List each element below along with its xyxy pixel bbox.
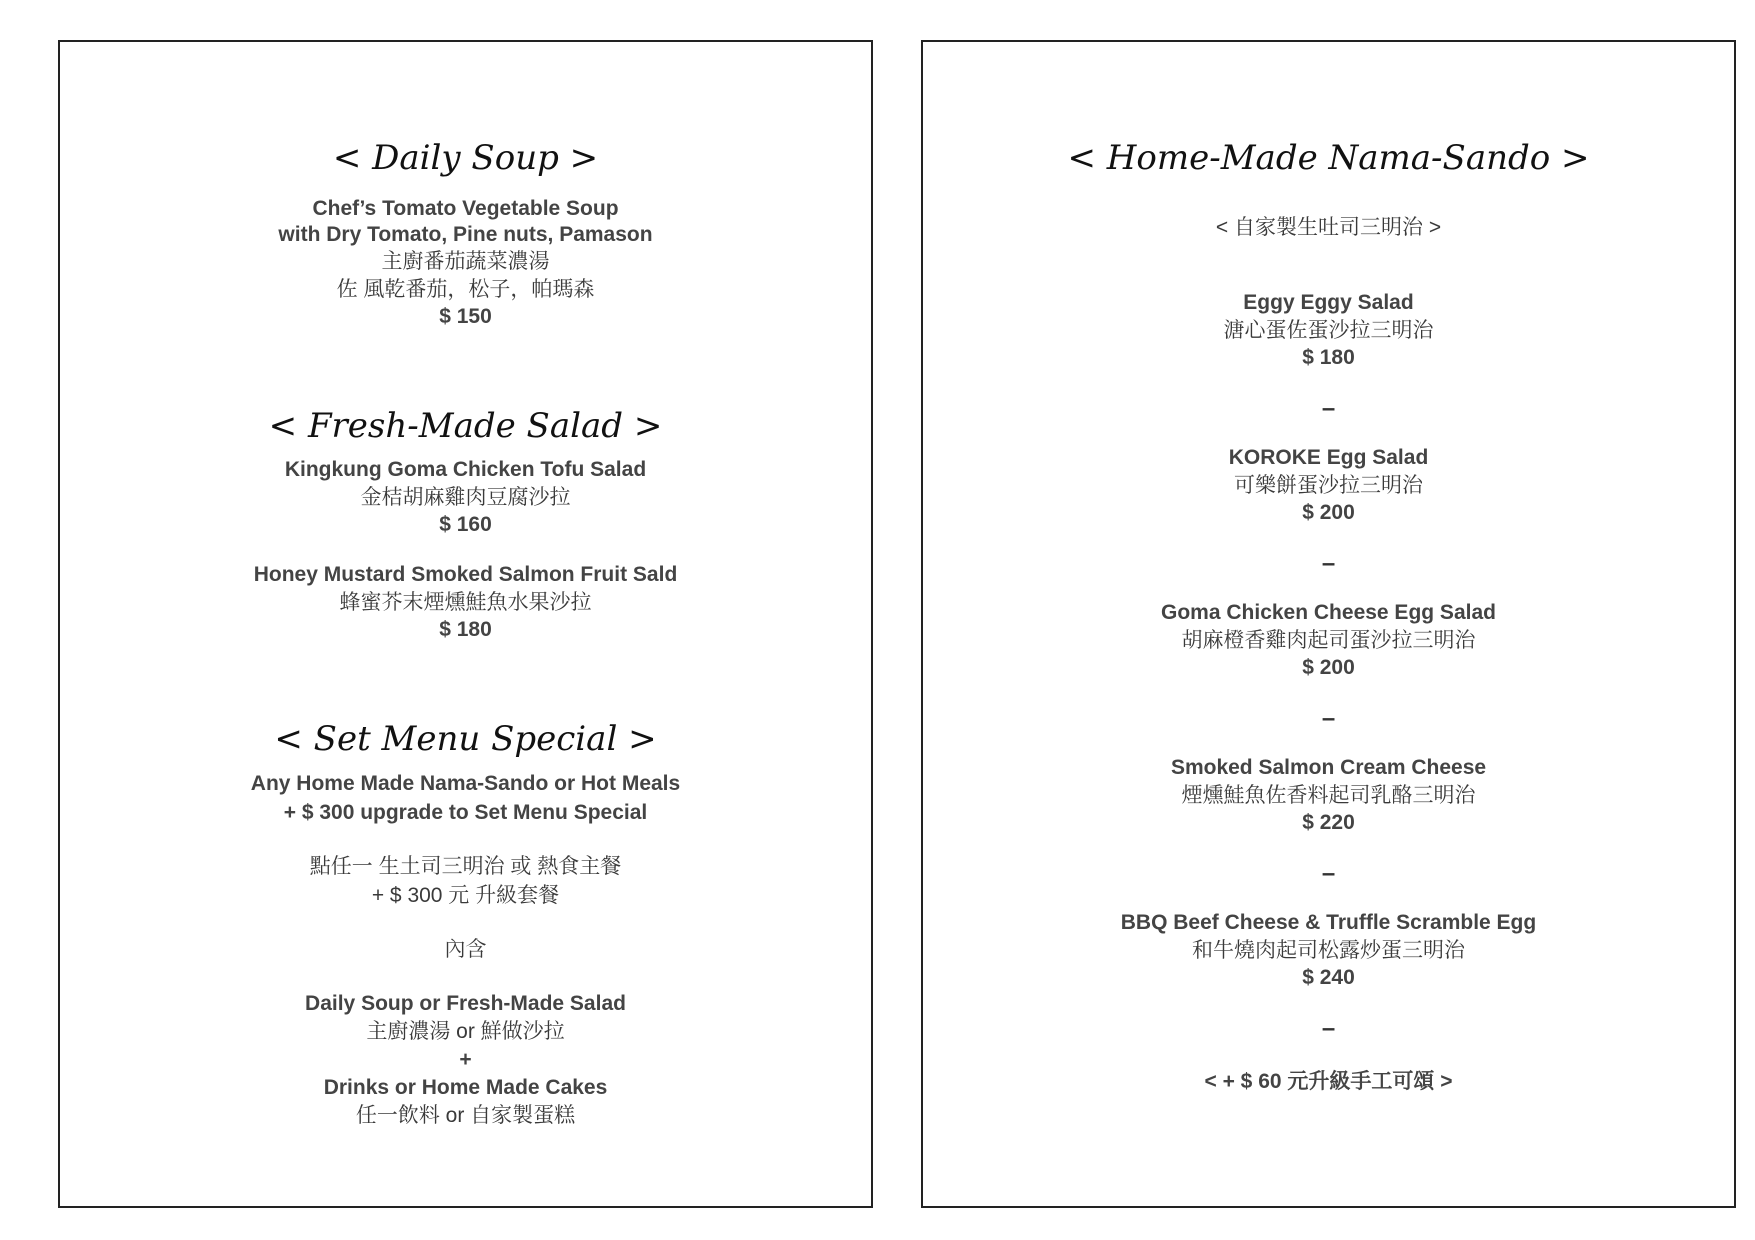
- set-menu-option1-zh: 主廚濃湯 or 鮮做沙拉: [366, 1020, 565, 1043]
- set-menu-includes: 內含: [444, 938, 487, 961]
- sando-item-5-zh: 和牛燒肉起司松露炒蛋三明治: [1192, 939, 1465, 962]
- sando-item-4-price: $ 220: [1302, 811, 1355, 834]
- separator-2: –: [1321, 550, 1336, 577]
- sando-item-5-price: $ 240: [1302, 966, 1355, 989]
- sando-item-2-price: $ 200: [1302, 501, 1355, 524]
- sando-item-1-zh: 溏心蛋佐蛋沙拉三明治: [1223, 319, 1434, 342]
- salad-item-1-price: $ 160: [439, 513, 492, 536]
- set-menu-option2-en: Drinks or Home Made Cakes: [323, 1076, 608, 1099]
- menu-page-left: [58, 40, 873, 1208]
- sando-item-3-price: $ 200: [1302, 656, 1355, 679]
- section-heading-nama-sando: < Home-Made Nama-Sando >: [1067, 138, 1590, 178]
- soup-name-line2: with Dry Tomato, Pine nuts, Pamason: [278, 223, 653, 246]
- salad-item-1-zh: 金桔胡麻雞肉豆腐沙拉: [360, 486, 571, 509]
- sando-item-4-name: Smoked Salmon Cream Cheese: [1170, 756, 1487, 779]
- set-menu-zh-line1: 點任一 生土司三明治 或 熱食主餐: [309, 855, 622, 878]
- separator-5: –: [1321, 1015, 1336, 1042]
- soup-zh-line1: 主廚番茄蔬菜濃湯: [381, 250, 550, 273]
- sando-item-2-name: KOROKE Egg Salad: [1228, 446, 1429, 469]
- nama-sando-subheading: < 自家製生吐司三明治 >: [1215, 216, 1442, 239]
- set-menu-zh-line2: + $ 300 元 升級套餐: [371, 884, 560, 907]
- section-heading-set-menu: < Set Menu Special >: [274, 719, 657, 759]
- salad-item-2-price: $ 180: [439, 618, 492, 641]
- menu-page-right: [921, 40, 1736, 1208]
- soup-name-line1: Chef’s Tomato Vegetable Soup: [312, 197, 619, 220]
- separator-1: –: [1321, 395, 1336, 422]
- sando-item-3-name: Goma Chicken Cheese Egg Salad: [1161, 601, 1496, 624]
- sando-item-3-zh: 胡麻橙香雞肉起司蛋沙拉三明治: [1181, 629, 1476, 652]
- sando-item-2-zh: 可樂餅蛋沙拉三明治: [1234, 474, 1423, 497]
- soup-zh-line2: 佐 風乾番茄，松子，帕瑪森: [336, 278, 595, 301]
- sando-item-1-name: Eggy Eggy Salad: [1243, 291, 1414, 314]
- set-menu-en-line2: + $ 300 upgrade to Set Menu Special: [283, 801, 648, 824]
- set-menu-option1-en: Daily Soup or Fresh-Made Salad: [305, 992, 626, 1015]
- salad-item-1-name: Kingkung Goma Chicken Tofu Salad: [284, 458, 647, 481]
- soup-price: $ 150: [439, 305, 492, 328]
- set-menu-plus: +: [459, 1048, 472, 1071]
- section-heading-daily-soup: < Daily Soup >: [332, 138, 599, 178]
- sando-item-4-zh: 煙燻鮭魚佐香料起司乳酪三明治: [1181, 784, 1476, 807]
- sando-item-1-price: $ 180: [1302, 346, 1355, 369]
- croissant-upgrade-note: < + $ 60 元升級手工可頌 >: [1204, 1070, 1453, 1093]
- set-menu-option2-zh: 任一飲料 or 自家製蛋糕: [355, 1104, 576, 1127]
- set-menu-en-line1: Any Home Made Nama-Sando or Hot Meals: [250, 772, 681, 795]
- section-heading-fresh-salad: < Fresh-Made Salad >: [268, 406, 663, 446]
- separator-3: –: [1321, 705, 1336, 732]
- salad-item-2-zh: 蜂蜜芥末煙燻鮭魚水果沙拉: [339, 591, 592, 614]
- separator-4: –: [1321, 860, 1336, 887]
- sando-item-5-name: BBQ Beef Cheese & Truffle Scramble Egg: [1120, 911, 1537, 934]
- salad-item-2-name: Honey Mustard Smoked Salmon Fruit Sald: [253, 563, 678, 586]
